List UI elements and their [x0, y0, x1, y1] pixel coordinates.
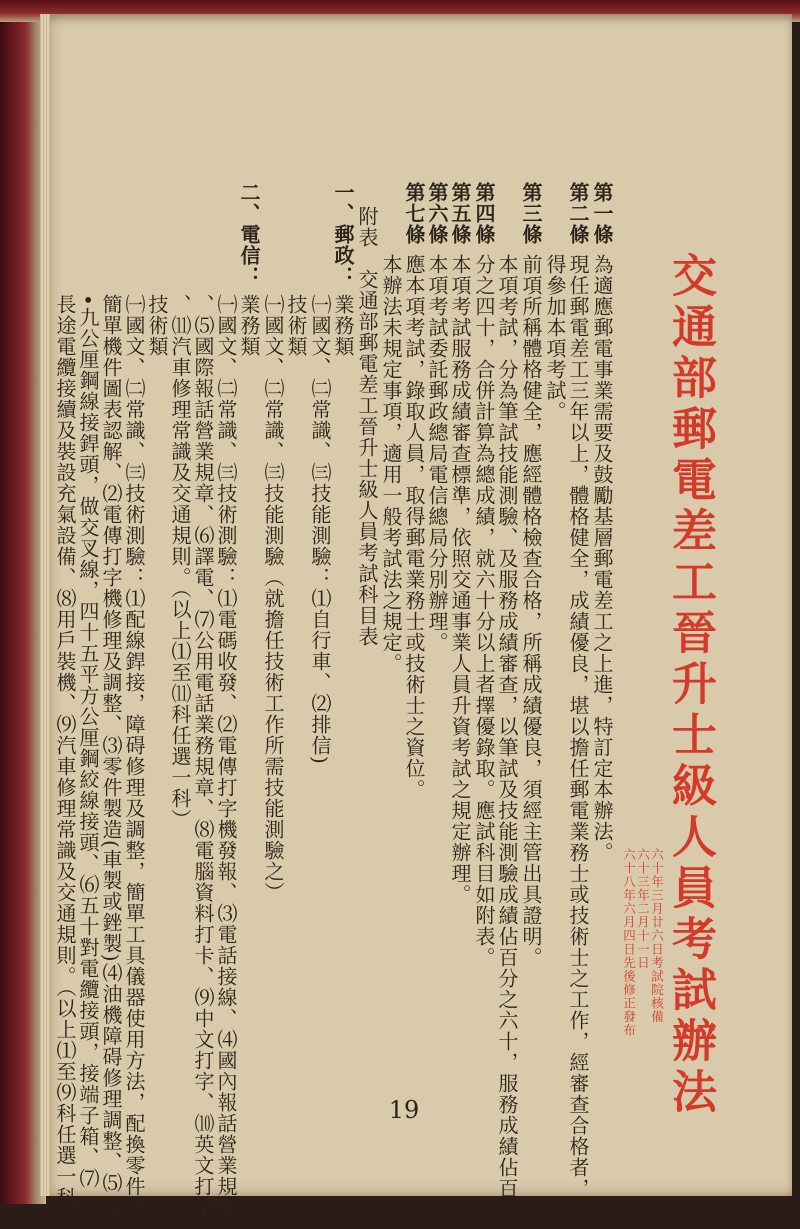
article-label: 第七條	[402, 182, 426, 245]
document-title: 交通部郵電差工晉升士級人員考試辦法	[664, 252, 717, 1119]
history-note-3: 六十八年六月四日先後修正發布	[621, 848, 637, 1037]
article-text: 分之四十，合併計算為總成績，就六十分以上者擇優錄取。應試科目如附表。	[472, 254, 496, 968]
article-label: 第六條	[425, 182, 449, 245]
section-heading-postal: 一、郵政：	[331, 182, 355, 287]
article-label: 第五條	[448, 182, 472, 245]
article-text: 得參加本項考試。	[543, 254, 567, 422]
section-line: 業務類	[237, 294, 261, 357]
section-line: 、⑾汽車修理常識及交通規則。（以上⑴至⑾科任選一科）	[168, 294, 192, 830]
article-text: 現任郵電差工三年以上，體格健全，成績優良，堪以擔任郵電業務士或技術士之工作，經審查合格者，	[566, 254, 590, 1199]
history-note-2: 六十三年二月十一日	[635, 848, 651, 970]
section-line: ㈠國文、㈡常識、㈢技術測驗：⑴配線銲接，障碍修理及調整，簡單工具儀器使用方法，配換零件，	[122, 294, 146, 1218]
article-text: 本項考試服務成績審查標準，依照交通事業人員升資考試之規定辦理。	[448, 254, 472, 905]
section-line: 技術類	[284, 294, 308, 357]
page-stack-edge	[40, 14, 50, 1196]
article-label: 第四條	[472, 182, 496, 245]
section-line: •九公厘鋼線接銲頭，做交叉線，四十五平方公厘鋼絞線接頭、⑹五十對電纜接頭，接端子箱、⑺	[76, 294, 100, 1189]
page-number: 19	[388, 1096, 420, 1124]
section-line: ㈠國文、㈡常識、㈢技能測驗（就擔任技術工作所需技能測驗之）	[261, 294, 285, 903]
article-label: 第二條	[566, 182, 590, 245]
section-heading-telecom: 二、電信：	[237, 182, 261, 287]
article-label: 第三條	[519, 182, 543, 245]
section-line: 技術類	[145, 294, 169, 357]
section-line: 簡單機件圖表認解、⑵電傳打字機修理及調整、⑶零件製造(車製或銼製)⑷油機障碍修理調整、⑸二	[99, 294, 123, 1215]
article-text: 本項考試委託郵政總局電信總局分別辦理。	[425, 254, 449, 653]
history-note-1: 六十年三月廿六日考試院核備	[649, 848, 665, 1024]
article-text: 為適應郵電事業需要及鼓勵基層郵電差工之上進，特訂定本辦法。	[590, 254, 614, 863]
article-text: 本辦法未規定事項，適用一般考試法之規定。	[379, 254, 403, 674]
appendix-title: 附表 交通部郵電差工晉升士級人員考試科目表	[355, 206, 379, 647]
section-line: ㈠國文、㈡常識、㈢技能測驗：⑴自行車、⑵排信)	[308, 294, 332, 765]
article-label: 第一條	[590, 182, 614, 245]
section-line: ㈠國文、㈡常識、㈢技術測驗：⑴電碼收發、⑵電傳打字機發報、⑶電話接線、⑷國內報話營業規章	[214, 294, 238, 1218]
article-text: 前項所稱體格健全，應經體格檢查合格，所稱成績優良，須經主管出具證明。	[519, 254, 543, 968]
article-text: 應本項考試，錄取人員，取得郵電業務士或技術士之資位。	[402, 254, 426, 800]
section-line: 業務類	[331, 294, 355, 357]
section-line: 長途電纜接續及裝設充氣設備、⑻用戶裝機、⑼汽車修理常識及交通規則。（以上⑴至⑼科任選一科）	[53, 294, 77, 1229]
section-line: 、⑸國際報話營業規章、⑹譯電、⑺公用電話業務規章、⑻電腦資料打卡、⑼中文打字、⑽英文打字	[191, 294, 215, 1218]
article-text: 本項考試，分為筆試技能測驗、及服務成績審查，以筆試及技能測驗成績佔百分之六十，服務成績佔百	[495, 254, 519, 1199]
